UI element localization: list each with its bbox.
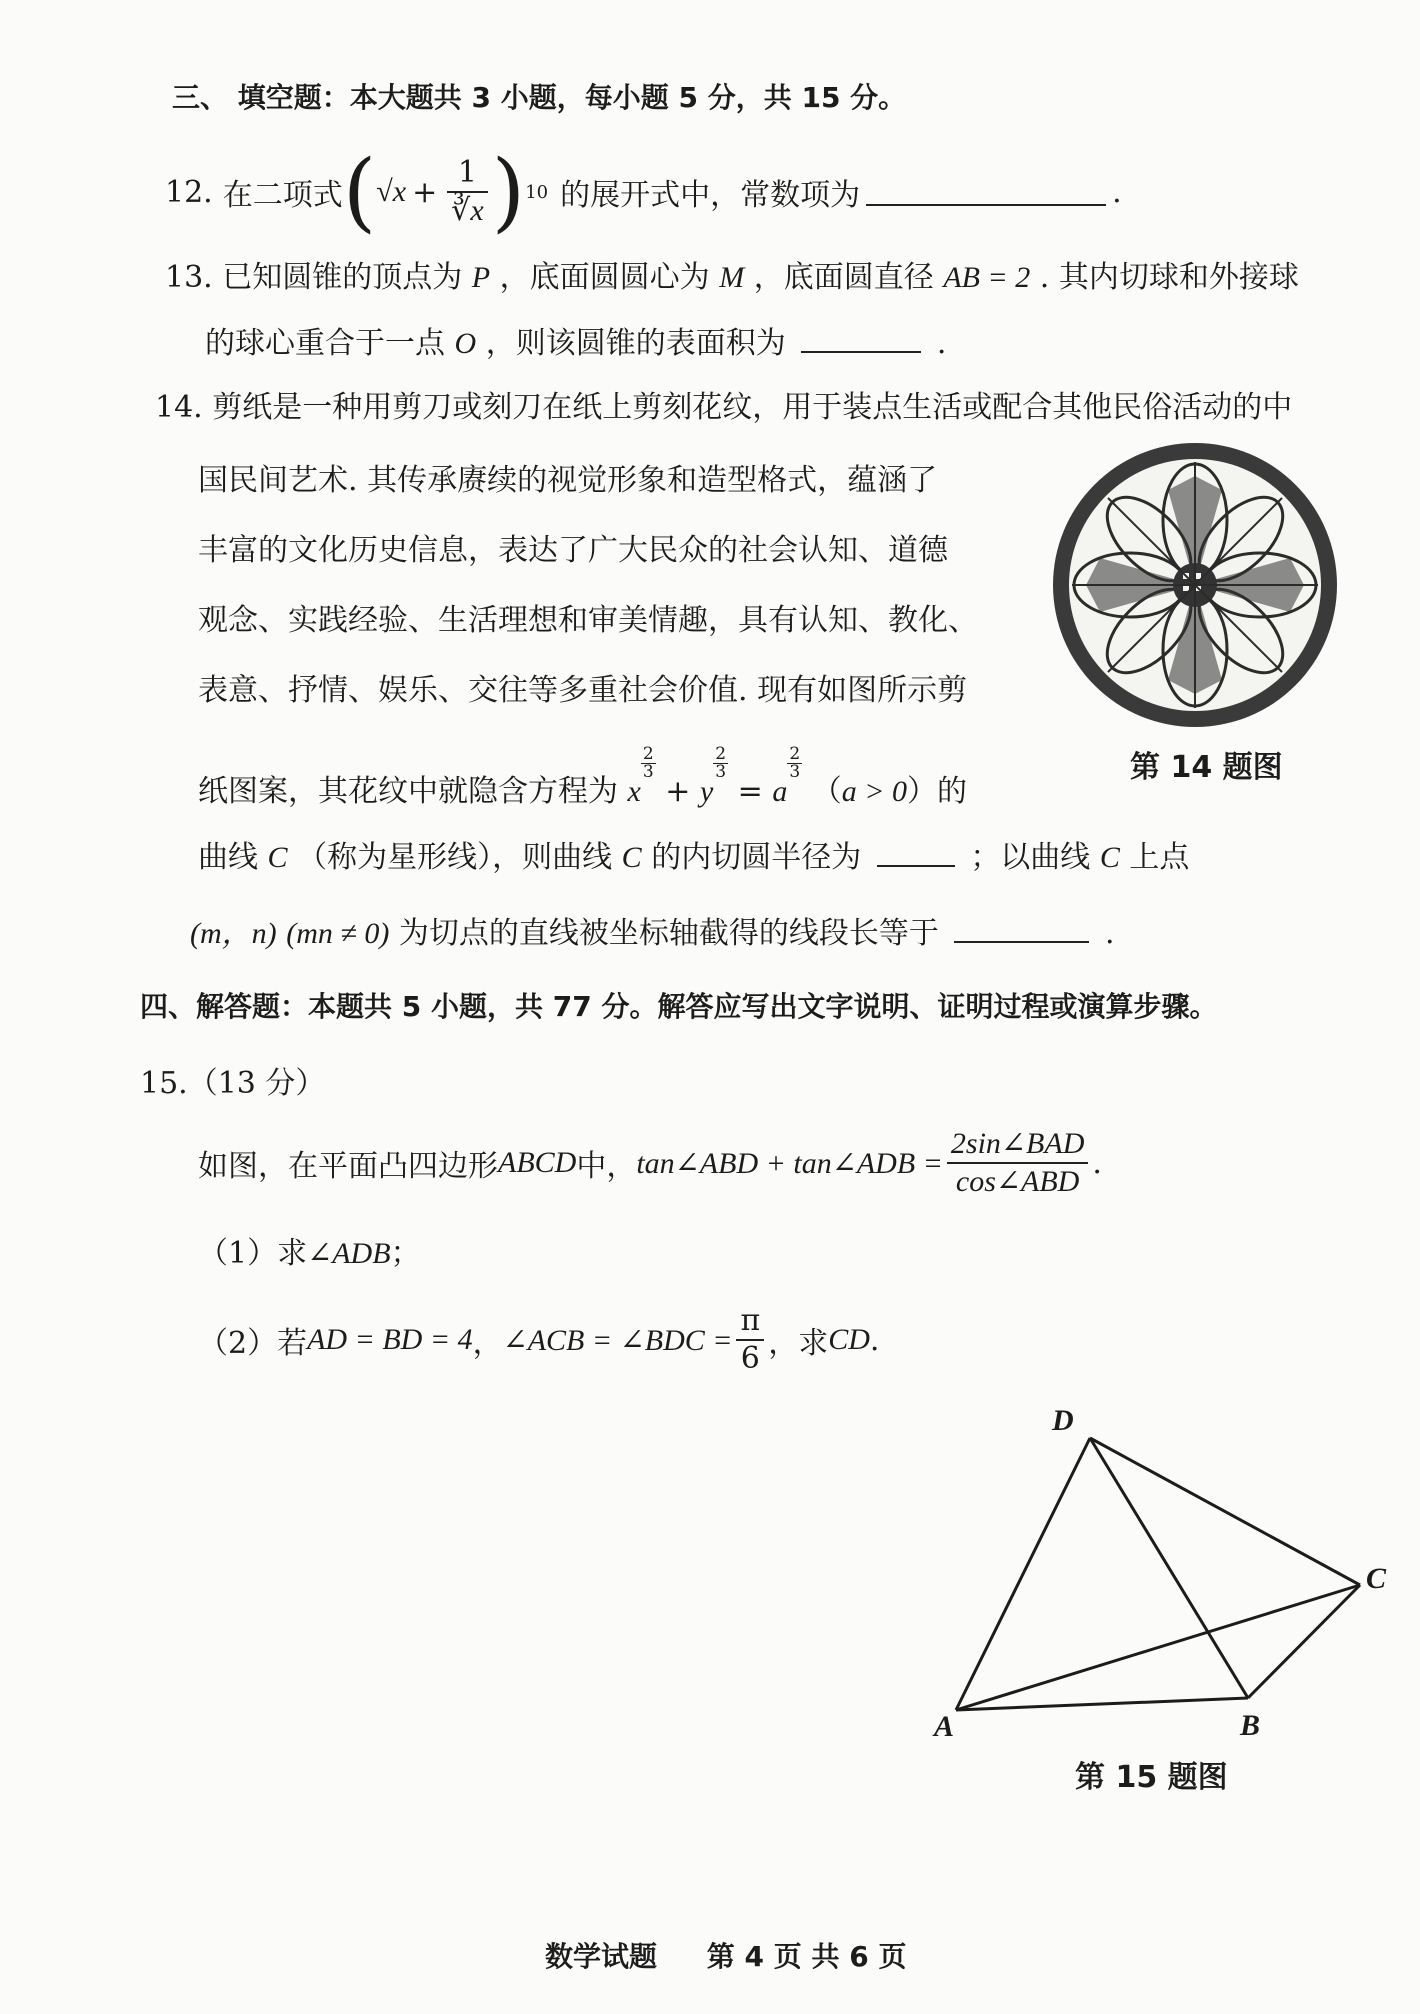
q13-answer-blank[interactable] [801, 325, 921, 353]
q14-eq-plus: + [665, 774, 691, 809]
footer-subject: 数学试题 [545, 1940, 658, 1973]
q14-text-7a: 曲线 [198, 840, 258, 875]
q14-eq-y: y [699, 775, 714, 808]
q15-part2-given-angles: ∠ACB = ∠BDC = [502, 1323, 733, 1357]
question-12 [165, 142, 1122, 242]
q12-sqrt-x: √x [376, 175, 407, 208]
vertex-label-B: B [1240, 1709, 1261, 1742]
q14-text-7d: ；以曲线 [970, 840, 1091, 875]
q14-curve-C-3: C [1099, 841, 1120, 874]
q13-end: . [936, 326, 947, 361]
q13-diameter: AB = 2 [943, 261, 1031, 294]
q14-answer-blank-1[interactable] [877, 839, 955, 867]
q12-plus: + [412, 174, 438, 210]
q12-exponent: 10 [525, 181, 549, 203]
figure-15-caption: 第 15 题图 [1075, 1760, 1228, 1795]
q15-part2-text-2: ，求 [768, 1326, 829, 1361]
q14-curve-C-1: C [267, 841, 288, 874]
footer-page-number: 第 4 页 共 6 页 [706, 1940, 907, 1973]
vertex-label-A: A [934, 1710, 955, 1743]
q14-text-eq-intro: 纸图案，其花纹中就隐含方程为 [198, 774, 618, 809]
q14-text-7c: 的内切圆半径为 [651, 840, 862, 875]
q12-left-paren: ( [342, 142, 377, 242]
q14-text-paren-close: ）的 [906, 774, 967, 809]
q15-frac-num: 2sin∠BAD [947, 1126, 1088, 1164]
q14-tangent-point: (m，n) [190, 917, 277, 950]
q14-tangent-condition: (mn ≠ 0) [286, 917, 390, 950]
q14-line-3: 丰富的文化历史信息，表达了广大民众的社会认知、道德 [198, 533, 948, 568]
q15-part1-text: （1）求 [198, 1236, 308, 1271]
q14-exp-1: $\frac{2}{3}$ [642, 744, 654, 782]
q15-frac-den: cos∠ABD [955, 1165, 1080, 1198]
q12-fraction [447, 155, 487, 229]
q14-text-8b: 为切点的直线被坐标轴截得的线段长等于 [398, 916, 939, 951]
q14-line-2: 国民间艺术. 其传承赓续的视觉形象和造型格式，蕴涵了 [198, 463, 938, 498]
q13-text-3: ，底面圆直径 [753, 260, 934, 295]
q15-stem-text-2: 中， [576, 1149, 637, 1184]
segment-DB [1090, 1438, 1248, 1698]
q13-text-1: 13. 已知圆锥的顶点为 [165, 260, 463, 295]
q13-text-4: . 其内切球和外接球 [1039, 260, 1299, 295]
q15-stem [198, 1108, 1102, 1218]
q13-point-P: P [471, 261, 491, 294]
segment-AD [956, 1438, 1090, 1710]
q13-text-5: 的球心重合于一点 [205, 326, 445, 361]
segment-AB [956, 1698, 1248, 1710]
q15-part2-end: . [869, 1322, 880, 1358]
q14-line-5: 表意、抒情、娱乐、交往等多重社会价值. 现有如图所示剪 [198, 673, 968, 708]
q12-text-after: 的展开式中，常数项为 [560, 178, 861, 213]
figure-14-caption: 第 14 题图 [1130, 750, 1283, 785]
q12-text-before: 在二项式 [222, 178, 343, 213]
q15-part1-angle: ∠ADB [307, 1237, 391, 1270]
q13-point-M: M [719, 261, 745, 294]
q15-stem-end: . [1092, 1145, 1102, 1181]
q15-part-2 [198, 1290, 879, 1390]
q14-line-4: 观念、实践经验、生活理想和审美情趣，具有认知、教化、 [198, 603, 978, 638]
q15-equation-lhs: tan∠ABD + tan∠ADB = [636, 1146, 943, 1180]
q15-part2-given-lengths: AD = BD = 4 [307, 1323, 473, 1356]
question-13-line-2 [205, 318, 946, 362]
q12-frac-den: ∛x [451, 194, 484, 227]
q15-quadrilateral: ABCD [498, 1146, 577, 1179]
q15-part-1 [198, 1228, 421, 1272]
q13-text-2: ，底面圆圆心为 [499, 260, 710, 295]
q14-answer-blank-2[interactable] [954, 915, 1089, 943]
q13-point-O: O [454, 327, 477, 360]
section-4-heading: 四、解答题：本题共 5 小题，共 77 分。解答应写出文字说明、证明过程或演算步骤。 [140, 990, 1218, 1023]
q15-pi-num: π [736, 1303, 764, 1341]
q12-right-paren: ) [491, 142, 526, 242]
q14-text-7e: 上点 [1129, 840, 1190, 875]
question-13-line-1 [165, 252, 1299, 296]
q14-end: . [1104, 916, 1115, 951]
q14-line-6 [198, 746, 967, 810]
footer [545, 1935, 906, 1975]
segment-DC [1090, 1438, 1360, 1585]
q15-equation-fraction [947, 1126, 1088, 1200]
q14-line-1: 14. 剪纸是一种用剪刀或刻刀在纸上剪刻花纹，用于装点生活或配合其他民俗活动的中 [155, 390, 1293, 425]
q15-pi-over-6 [736, 1303, 764, 1377]
q15-part2-text-1: （2）若 [198, 1326, 308, 1361]
q15-part2-comma: ， [472, 1326, 503, 1361]
papercut-figure [1050, 440, 1340, 730]
q15-pi-den: 6 [740, 1341, 760, 1376]
q14-line-7 [198, 832, 1189, 876]
q15-part1-end: ； [390, 1236, 421, 1271]
q14-eq-equals: = [737, 774, 763, 809]
q14-curve-C-2: C [621, 841, 642, 874]
q14-text-7b: （称为星形线），则曲线 [297, 840, 613, 875]
q14-eq-x: x [627, 775, 641, 808]
q15-stem-text-1: 如图，在平面凸四边形 [198, 1149, 498, 1184]
q13-text-6: ，则该圆锥的表面积为 [485, 326, 786, 361]
q12-end: . [1112, 174, 1122, 210]
q14-text-paren-open: （ [811, 774, 842, 809]
vertex-label-C: C [1366, 1562, 1387, 1595]
q12-answer-blank[interactable] [866, 178, 1106, 206]
q14-exp-2: $\frac{2}{3}$ [715, 744, 727, 782]
q14-exp-3: $\frac{2}{3}$ [789, 744, 801, 782]
q14-line-8 [190, 908, 1115, 952]
section-3-heading: 三、 填空题：本大题共 3 小题，每小题 5 分，共 15 分。 [172, 81, 907, 114]
q12-frac-num: 1 [447, 155, 487, 193]
q12-number: 12. [165, 174, 213, 210]
q15-part2-target: CD [828, 1323, 870, 1356]
q15-header: 15.（13 分） [140, 1066, 326, 1101]
q14-eq-a: a [772, 775, 788, 808]
vertex-label-D: D [1052, 1404, 1074, 1437]
q14-condition: a > 0 [841, 775, 907, 808]
